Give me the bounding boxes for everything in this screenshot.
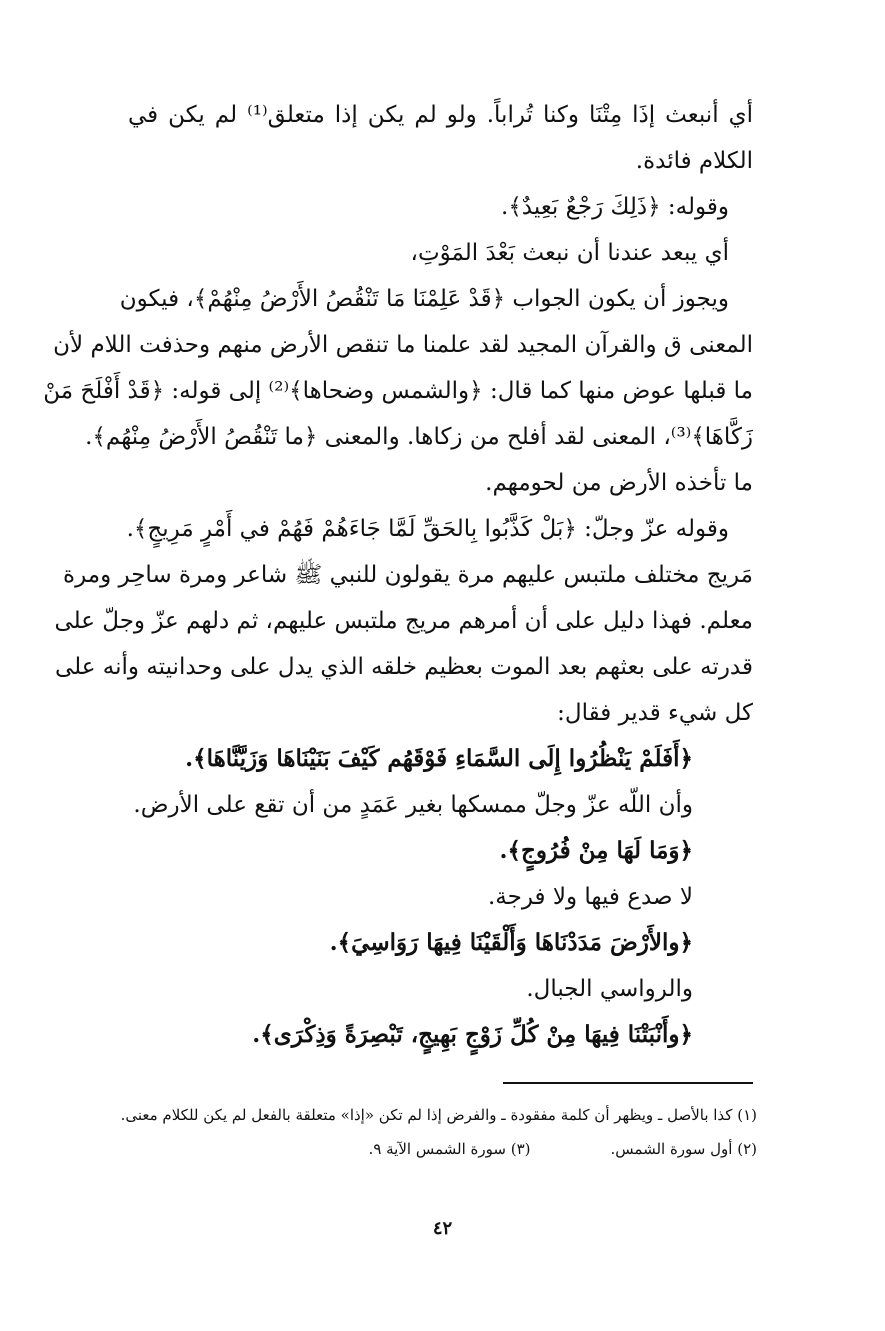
page-body — [43, 92, 753, 1058]
text-line: ما تأخذه الأرض من لحومهم. — [485, 470, 753, 496]
text-line: ﴿وَمَا لَهَا مِنْ فُرُوجٍ﴾. — [499, 837, 693, 864]
footnote-row-2 — [122, 1132, 757, 1166]
footnote-divider — [503, 1082, 753, 1084]
text-line: ﴿وأَنْبَتْنَا فِيهَا مِنْ كُلِّ زَوْجٍ بَهِيجٍ، تَبْصِرَةً وَذِكْرَى﴾. — [252, 1021, 693, 1048]
text-line: وقوله عزّ وجلّ: ﴿بَلْ كَذَّبُوا بِالحَقِّ لَمَّا جَاءَهُمْ فَهُمْ في أَمْرٍ مَرِيجٍ﴾. — [126, 516, 729, 542]
text-line: والرواسي الجبال. — [526, 976, 693, 1002]
text-line: كل شيء قدير فقال: — [557, 700, 753, 726]
text-line: لا صدع فيها ولا فرجة. — [487, 884, 693, 910]
footnote-3: (٣) سورة الشمس الآية ٩. — [368, 1140, 531, 1158]
text-line: وقوله: ﴿ذَلِكَ رَجْعٌ بَعِيدٌ﴾. — [501, 194, 729, 220]
text-line: مَريج مختلف ملتبس عليهم مرة يقولون للنبي ﷺ شاعر ومرة ساحِر ومرة — [63, 562, 753, 588]
text-line: زَكَّاهَا﴾⁽³⁾، المعنى لقد أفلح من زكاها. والمعنى ﴿ما تَنْقُصُ الأَرْضُ مِنْهُم﴾. — [85, 424, 753, 450]
text-line: ﴿أَفَلَمْ يَنْظُرُوا إِلَى السَّمَاءِ فَوْقَهُم كَيْفَ بَنَيْنَاهَا وَزَيَّنَّاهَا﴾. — [185, 745, 693, 772]
footnote-1: (١) كذا بالأصل ـ ويظهر أن كلمة مفقودة ـ والفرض إذا لم تكن «إذا» متعلقة بالفعل لم يكن للكلام معنى. — [120, 1106, 757, 1124]
text-line: ﴿والأَرْضَ مَدَدْنَاهَا وَأَلْقَيْنَا فِيهَا رَوَاسِيَ﴾. — [329, 929, 693, 956]
text-line: معلم. فهذا دليل على أن أمرهم مريج ملتبس عليهم، ثم دلهم عزّ وجلّ على — [54, 608, 753, 634]
text-line: ويجوز أن يكون الجواب ﴿قَدْ عَلِمْنَا مَا تَنْقُصُ الأَرْضُ مِنْهُمْ﴾، فيكون — [119, 286, 729, 312]
text-line: أي يبعد عندنا أن نبعث بَعْدَ المَوْتِ، — [410, 240, 729, 266]
text-line: المعنى ق والقرآن المجيد لقد علمنا ما تنقص الأرض منهم وحذفت اللام لأن — [53, 332, 753, 358]
footnotes — [122, 1098, 757, 1166]
text-line: وأن اللّه عزّ وجلّ ممسكها بغير عَمَدٍ من أن تقع على الأرض. — [133, 792, 693, 818]
text-line: ما قبلها عوض منها كما قال: ﴿والشمس وضحاها﴾⁽²⁾ إلى قوله: ﴿قَدْ أَفْلَحَ مَنْ — [43, 378, 753, 404]
text-line: الكلام فائدة. — [635, 148, 753, 174]
text-line: قدرته على بعثهم بعد الموت بعظيم خلقه الذي يدل على وحدانيته وأنه على — [54, 654, 753, 680]
text-line: أي أنبعث إذَا مِتْنَا وكنا تُراباً. ولو لم يكن إذا متعلق⁽¹⁾ لم يكن في — [128, 102, 753, 128]
footnote-2: (٢) أول سورة الشمس. — [610, 1140, 757, 1158]
page-number: ٤٢ — [432, 1218, 453, 1239]
